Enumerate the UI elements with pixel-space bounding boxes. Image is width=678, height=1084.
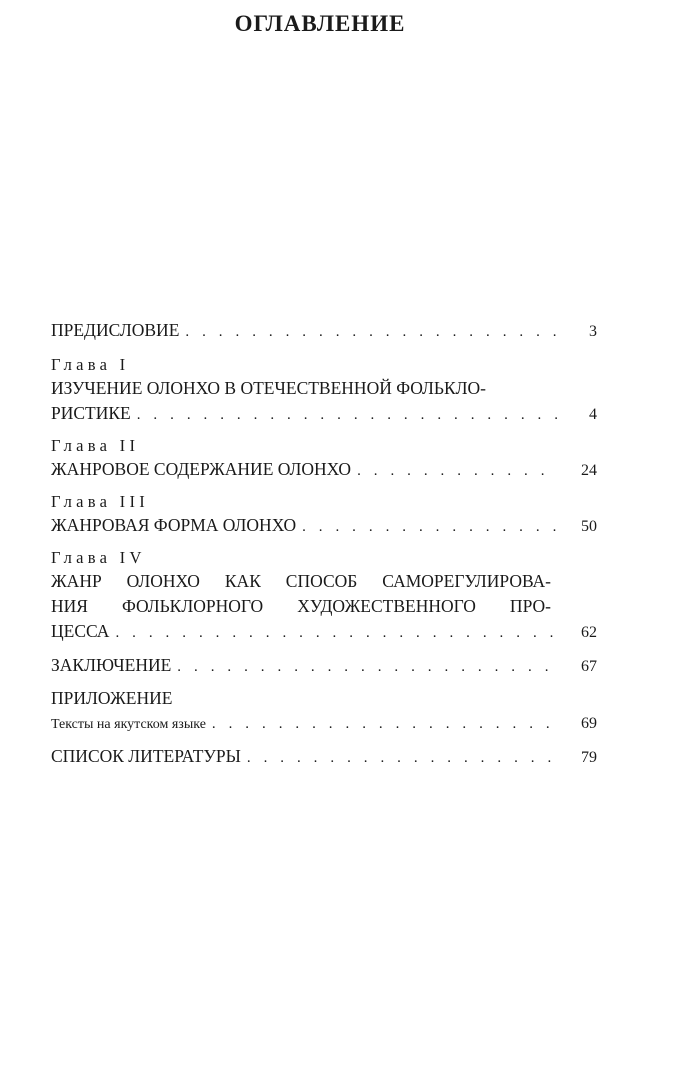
toc-entry-chapter-4	[51, 547, 597, 646]
page-number: 69	[581, 715, 597, 732]
table-of-contents	[51, 318, 597, 771]
dot-leader	[177, 655, 557, 680]
toc-entry-title: ПРЕДИСЛОВИЕ	[51, 320, 180, 340]
toc-entry-title-continued: ЦЕССА	[51, 621, 110, 641]
dot-leader	[247, 746, 557, 771]
page-title: ОГЛАВЛЕНИЕ	[234, 11, 406, 36]
toc-entry-appendix	[51, 686, 597, 737]
appendix-heading: ПРИЛОЖЕНИЕ	[51, 688, 173, 708]
toc-entry-title: СПИСОК ЛИТЕРАТУРЫ	[51, 746, 241, 766]
toc-entry-references	[51, 744, 597, 771]
dot-leader	[185, 320, 557, 345]
page-number: 62	[581, 624, 597, 641]
toc-entry-chapter-1	[51, 354, 597, 428]
chapter-label: Глава II	[51, 436, 140, 455]
toc-entry-title: ЖАНРОВАЯ ФОРМА ОЛОНХО	[51, 515, 297, 535]
toc-entry-title: ЗАКЛЮЧЕНИЕ	[51, 655, 172, 675]
toc-entry-title: ЖАНР ОЛОНХО КАК СПОСОБ САМОРЕГУЛИРОВА-	[51, 571, 551, 591]
dot-leader	[212, 712, 557, 737]
chapter-label: Глава I	[51, 355, 130, 374]
toc-entry-title: ИЗУЧЕНИЕ ОЛОНХО В ОТЕЧЕСТВЕННОЙ ФОЛЬКЛО-	[51, 378, 486, 398]
toc-entry-chapter-3	[51, 491, 597, 540]
toc-entry-title-continued: НИЯ ФОЛЬКЛОРНОГО ХУДОЖЕСТВЕННОГО ПРО-	[51, 596, 551, 616]
page-number: 67	[581, 658, 597, 675]
page-number: 3	[589, 323, 597, 340]
page-number: 50	[581, 518, 597, 535]
chapter-label: Глава IV	[51, 548, 146, 567]
toc-entry-conclusion	[51, 653, 597, 680]
chapter-label: Глава III	[51, 492, 150, 511]
page-number: 79	[581, 749, 597, 766]
toc-entry-title: ЖАНРОВОЕ СОДЕРЖАНИЕ ОЛОНХО	[51, 459, 352, 479]
page-number: 24	[581, 462, 597, 479]
page-number: 4	[589, 406, 597, 423]
dot-leader	[357, 459, 557, 484]
dot-leader	[137, 403, 557, 428]
toc-entry-title-continued: РИСТИКЕ	[51, 403, 131, 423]
toc-entry-preface	[51, 318, 597, 345]
dot-leader	[302, 515, 557, 540]
dot-leader	[115, 621, 557, 646]
toc-entry-subtitle: Тексты на якутском языке	[51, 717, 206, 732]
toc-entry-chapter-2	[51, 435, 597, 484]
